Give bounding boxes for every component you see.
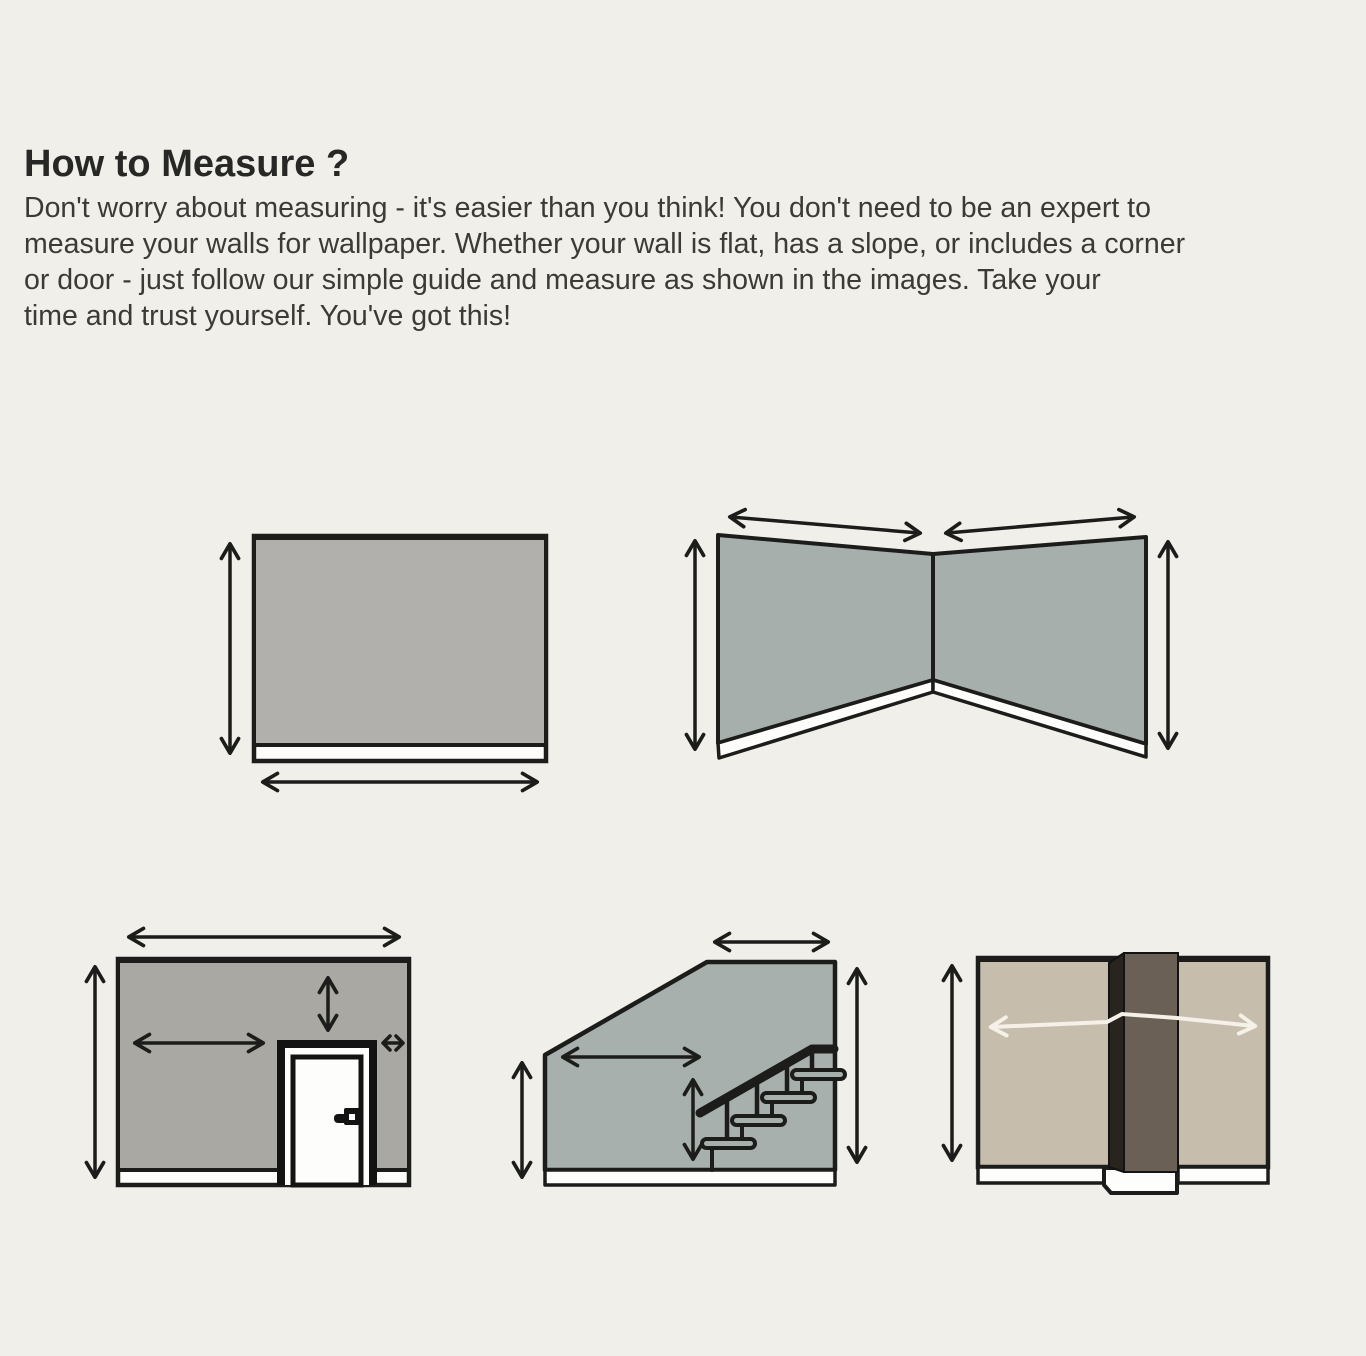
sloped-wall-stairs-diagram bbox=[500, 915, 880, 1200]
intro-line: measure your walls for wallpaper. Whether your wall is flat, has a slope, or includes a corner bbox=[24, 228, 1186, 260]
column bbox=[1109, 953, 1178, 1172]
intro-line: Don't worry about measuring - it's easier than you think! You don't need to be an expert to bbox=[24, 192, 1151, 224]
corner-wall-diagram bbox=[680, 495, 1240, 785]
intro-paragraph bbox=[24, 190, 1354, 334]
column-side-face bbox=[1109, 953, 1124, 1172]
baseboard bbox=[978, 1167, 1109, 1183]
column-front-face bbox=[1124, 953, 1178, 1172]
baseboard bbox=[545, 1170, 835, 1185]
door bbox=[277, 1040, 377, 1185]
intro-line: time and trust yourself. You've got this! bbox=[24, 300, 512, 332]
column-wall-diagram bbox=[920, 915, 1290, 1210]
intro-line: or door - just follow our simple guide and measure as shown in the images. Take your bbox=[24, 264, 1101, 296]
stair-tread bbox=[702, 1139, 755, 1148]
right-wall-width-measure-arrow bbox=[947, 517, 1133, 533]
left-wall-width-measure-arrow bbox=[731, 517, 919, 533]
stair-tread bbox=[762, 1093, 815, 1102]
baseboard bbox=[1178, 1167, 1268, 1183]
flat-wall-shape bbox=[254, 536, 546, 761]
stair-tread bbox=[732, 1116, 785, 1125]
page-title: How to Measure ? bbox=[24, 143, 350, 185]
corner-wall-shape bbox=[718, 535, 1146, 758]
door-wall-diagram bbox=[80, 915, 470, 1200]
flat-wall-diagram bbox=[200, 495, 600, 815]
stair-tread bbox=[792, 1070, 845, 1079]
